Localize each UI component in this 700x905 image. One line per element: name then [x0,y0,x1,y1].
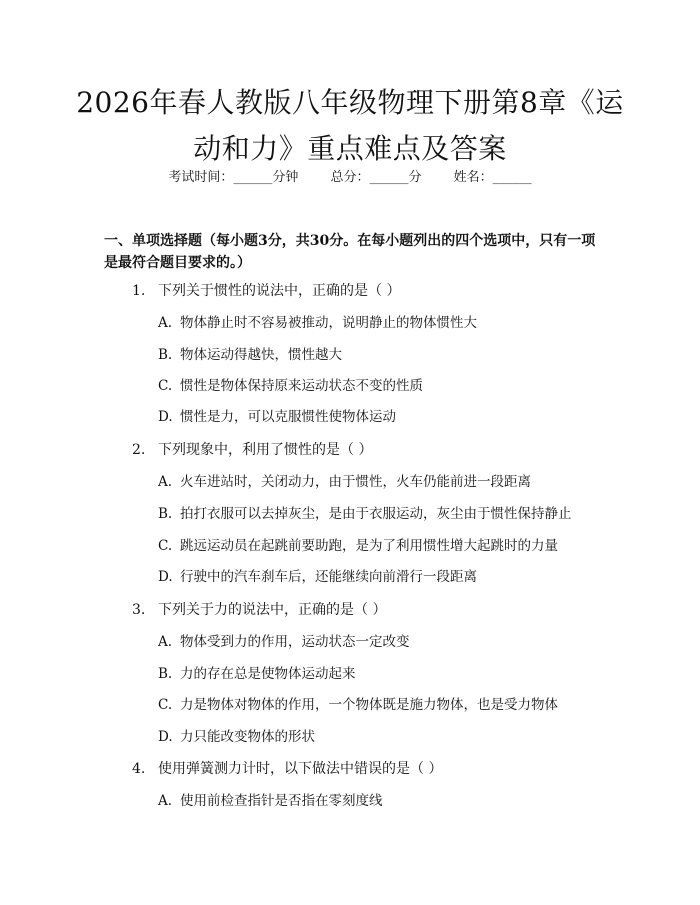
option-letter: D. [158,569,173,585]
question-number: 4. [132,761,146,777]
exam-time: 考试时间：______分钟 [168,170,299,185]
question-3-option-a [158,632,410,652]
question-4 [132,759,442,779]
student-name: 姓名：______ [453,170,532,185]
question-text: 下列现象中，利用了惯性的是（ ） [158,442,373,458]
question-text: 使用弹簧测力计时，以下做法中错误的是（ ） [158,761,443,777]
question-3 [132,600,386,620]
question-number: 3. [132,602,146,618]
option-letter: A. [158,474,173,490]
question-1-option-c [158,376,423,396]
option-letter: C. [158,378,173,394]
question-1-option-b [158,345,342,365]
title-line-1: 2026年春人教版八年级物理下册第8章《运 [76,86,624,119]
question-4-option-a [158,791,383,811]
document-title [60,80,640,172]
option-text: 使用前检查指针是否指在零刻度线 [180,793,383,809]
question-1-option-a [158,313,477,333]
option-text: 力是物体对物体的作用，一个物体既是施力物体，也是受力物体 [180,697,558,713]
option-text: 惯性是物体保持原来运动状态不变的性质 [180,378,423,394]
question-3-option-c [158,695,558,715]
exam-meta [0,168,700,188]
option-text: 力的存在总是使物体运动起来 [180,666,356,682]
question-3-option-b [158,664,356,684]
title-line-2: 动和力》重点难点及答案 [193,132,507,165]
option-text: 物体受到力的作用，运动状态一定改变 [180,634,410,650]
option-letter: D. [158,409,173,425]
question-1-option-d [158,407,396,427]
question-2 [132,440,372,460]
option-text: 行驶中的汽车刹车后，还能继续向前滑行一段距离 [180,569,477,585]
question-text: 下列关于力的说法中，正确的是（ ） [158,602,387,618]
question-2-option-d [158,567,477,587]
question-3-option-d [158,727,315,747]
question-1 [132,281,400,301]
option-text: 力只能改变物体的形状 [180,729,315,745]
option-text: 惯性是力，可以克服惯性使物体运动 [180,409,396,425]
option-text: 物体静止时不容易被推动，说明静止的物体惯性大 [180,315,477,331]
question-2-option-b [158,504,572,524]
option-text: 拍打衣服可以去掉灰尘，是由于衣服运动，灰尘由于惯性保持静止 [180,506,572,522]
question-2-option-a [158,472,531,492]
section-heading-line-1: 一、单项选择题（每小题3分，共30分。在每小题列出的四个选项中，只有一项 [104,233,596,249]
question-2-option-c [158,536,558,556]
option-letter: C. [158,538,173,554]
option-letter: A. [158,793,173,809]
section-heading-line-2: 是最符合题目要求的。） [104,255,251,271]
option-letter: B. [158,347,173,363]
total-score: 总分：______分 [330,170,422,185]
option-letter: B. [158,666,173,682]
option-letter: A. [158,634,173,650]
question-text: 下列关于惯性的说法中，正确的是（ ） [158,283,401,299]
option-letter: B. [158,506,173,522]
option-letter: D. [158,729,173,745]
section-heading [104,230,624,274]
question-number: 1. [132,283,146,299]
option-letter: C. [158,697,173,713]
option-text: 跳远运动员在起跳前要助跑，是为了利用惯性增大起跳时的力量 [180,538,558,554]
option-text: 物体运动得越快，惯性越大 [180,347,342,363]
question-number: 2. [132,442,146,458]
option-letter: A. [158,315,173,331]
option-text: 火车进站时，关闭动力，由于惯性，火车仍能前进一段距离 [180,474,531,490]
